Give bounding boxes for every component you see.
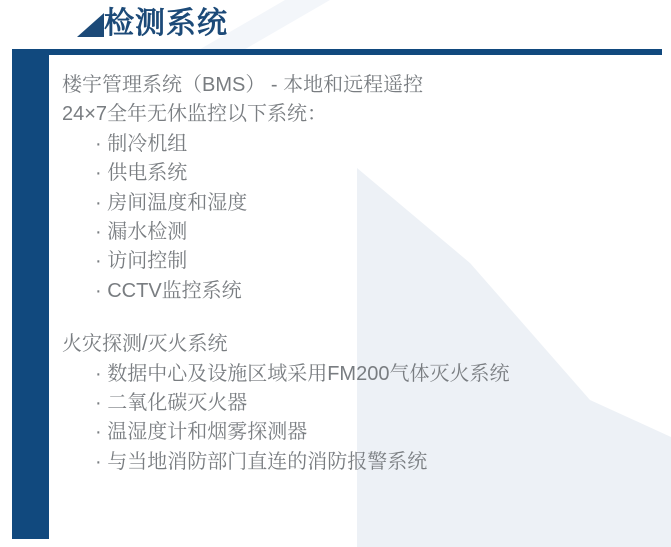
content-area [62, 71, 622, 477]
list-item: · 二氧化碳灭火器 [95, 392, 248, 415]
bms-intro-line-1: 楼宇管理系统（BMS） - 本地和远程遥控 [62, 74, 424, 96]
triangle-icon [77, 13, 104, 37]
fire-bullet-list [62, 360, 622, 478]
page-title: 检测系统 [104, 7, 228, 40]
list-item: · 供电系统 [95, 162, 188, 185]
list-item: · 漏水检测 [95, 221, 188, 244]
title-underline [12, 49, 662, 55]
list-item: · CCTV监控系统 [95, 279, 242, 302]
left-accent-bar [12, 55, 49, 539]
list-item: · 房间温度和湿度 [95, 191, 248, 214]
list-item: · 与当地消防部门直连的消防报警系统 [95, 450, 428, 473]
bms-bullet-list [62, 130, 622, 306]
fire-heading: 火灾探测/灭火系统 [62, 333, 228, 356]
bms-intro-line-2: 24×7全年无休监控以下系统： [62, 103, 328, 126]
list-item: · 制冷机组 [95, 132, 188, 155]
list-item: · 温湿度计和烟雾探测器 [95, 421, 308, 444]
fire-section [62, 330, 622, 477]
list-item: · 数据中心及设施区域采用FM200气体灭火系统 [95, 362, 510, 385]
list-item: · 访问控制 [95, 250, 188, 273]
bms-section [62, 71, 622, 306]
page-header [77, 6, 228, 42]
